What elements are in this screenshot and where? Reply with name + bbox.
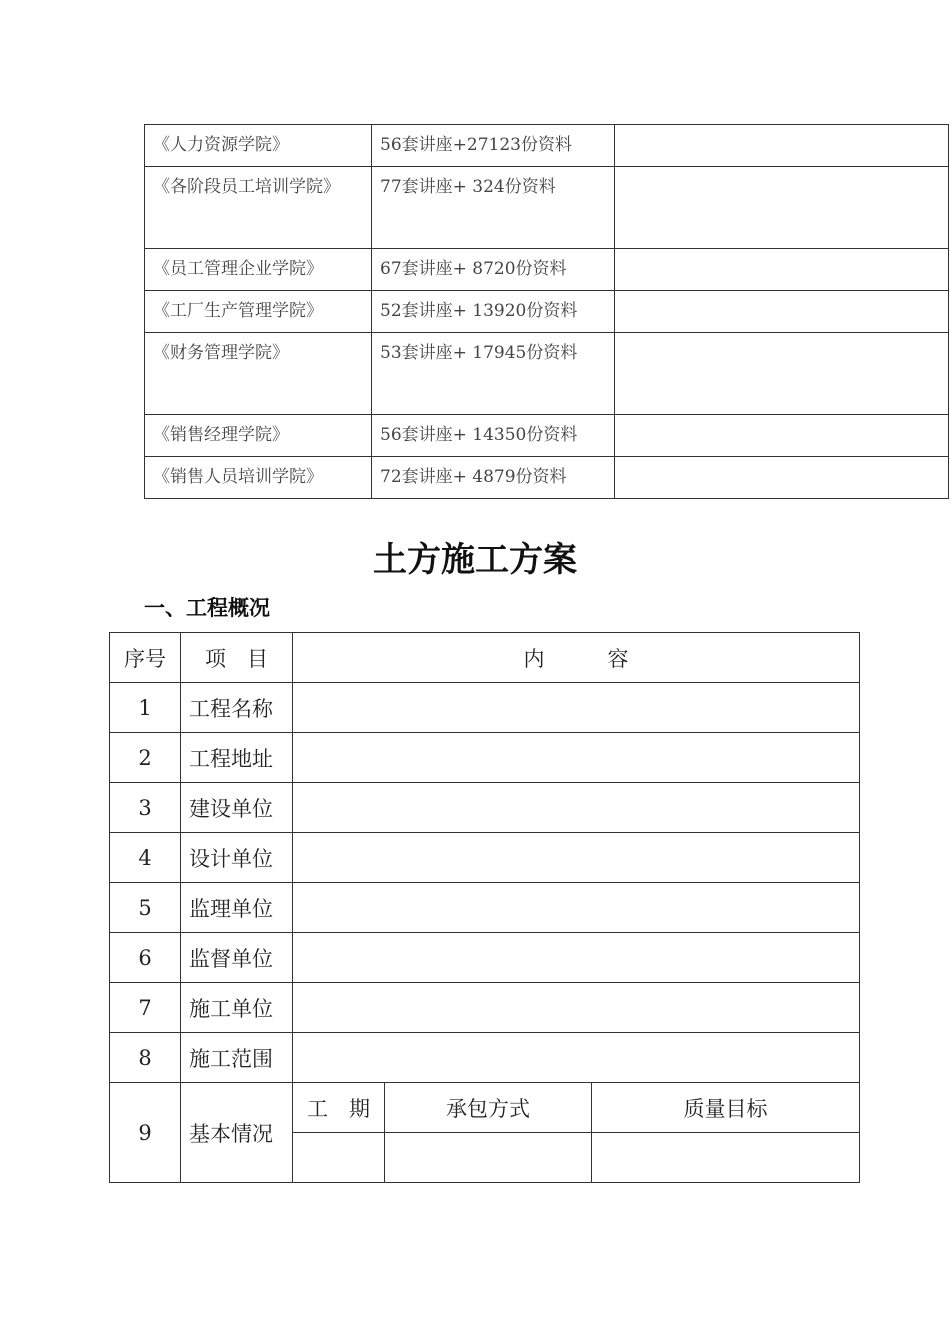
row-content [293, 783, 860, 833]
table-header-row [110, 633, 860, 683]
section-heading: 一、工程概况 [144, 595, 270, 620]
row-item: 工程地址 [181, 733, 293, 783]
catalog-name: 《销售经理学院》 [145, 415, 372, 457]
row-content [293, 833, 860, 883]
row-item: 施工范围 [181, 1033, 293, 1083]
catalog-name: 《工厂生产管理学院》 [145, 291, 372, 333]
row-item: 基本情况 [181, 1083, 293, 1183]
row-index: 8 [110, 1033, 181, 1083]
contract-cell [385, 1133, 592, 1183]
row-item: 监理单位 [181, 883, 293, 933]
overview-table [109, 632, 860, 1183]
row-content [293, 933, 860, 983]
catalog-table [144, 124, 949, 499]
row-content [293, 1033, 860, 1083]
catalog-extra [615, 457, 949, 499]
table-row [110, 933, 860, 983]
catalog-extra [615, 291, 949, 333]
table-row [110, 683, 860, 733]
row-index: 5 [110, 883, 181, 933]
row-index: 4 [110, 833, 181, 883]
table-row [110, 983, 860, 1033]
catalog-name: 《财务管理学院》 [145, 333, 372, 415]
quality-cell [592, 1133, 860, 1183]
row-index: 2 [110, 733, 181, 783]
catalog-extra [615, 249, 949, 291]
catalog-desc: 56套讲座+ 14350份资料 [372, 415, 615, 457]
row-item: 施工单位 [181, 983, 293, 1033]
catalog-desc: 53套讲座+ 17945份资料 [372, 333, 615, 415]
period-cell [293, 1133, 385, 1183]
row-index: 3 [110, 783, 181, 833]
row-index: 1 [110, 683, 181, 733]
catalog-desc: 67套讲座+ 8720份资料 [372, 249, 615, 291]
row-item: 设计单位 [181, 833, 293, 883]
table-row [145, 415, 949, 457]
catalog-extra [615, 333, 949, 415]
catalog-extra [615, 125, 949, 167]
row-content [293, 733, 860, 783]
catalog-extra [615, 167, 949, 249]
row-index: 9 [110, 1083, 181, 1183]
row-index: 7 [110, 983, 181, 1033]
row-item: 建设单位 [181, 783, 293, 833]
table-row [145, 249, 949, 291]
table-row [145, 167, 949, 249]
subheader-quality: 质量目标 [592, 1083, 860, 1133]
table-row [110, 783, 860, 833]
header-content: 内 容 [293, 633, 860, 683]
catalog-desc: 56套讲座+27123份资料 [372, 125, 615, 167]
catalog-extra [615, 415, 949, 457]
header-index: 序号 [110, 633, 181, 683]
row-content [293, 683, 860, 733]
catalog-desc: 77套讲座+ 324份资料 [372, 167, 615, 249]
document-title: 土方施工方案 [373, 540, 577, 580]
catalog-desc: 72套讲座+ 4879份资料 [372, 457, 615, 499]
catalog-name: 《员工管理企业学院》 [145, 249, 372, 291]
subheader-period: 工 期 [293, 1083, 385, 1133]
catalog-name: 《各阶段员工培训学院》 [145, 167, 372, 249]
table-row [110, 733, 860, 783]
row-item: 工程名称 [181, 683, 293, 733]
catalog-desc: 52套讲座+ 13920份资料 [372, 291, 615, 333]
table-row [145, 333, 949, 415]
row-content [293, 983, 860, 1033]
table-row [110, 833, 860, 883]
table-row [110, 1083, 860, 1133]
subheader-contract: 承包方式 [385, 1083, 592, 1133]
row-content [293, 883, 860, 933]
header-item: 项 目 [181, 633, 293, 683]
table-row [145, 457, 949, 499]
table-row [110, 1033, 860, 1083]
catalog-name: 《销售人员培训学院》 [145, 457, 372, 499]
catalog-name: 《人力资源学院》 [145, 125, 372, 167]
table-row [110, 883, 860, 933]
table-row [145, 125, 949, 167]
row-item: 监督单位 [181, 933, 293, 983]
table-row [145, 291, 949, 333]
row-index: 6 [110, 933, 181, 983]
